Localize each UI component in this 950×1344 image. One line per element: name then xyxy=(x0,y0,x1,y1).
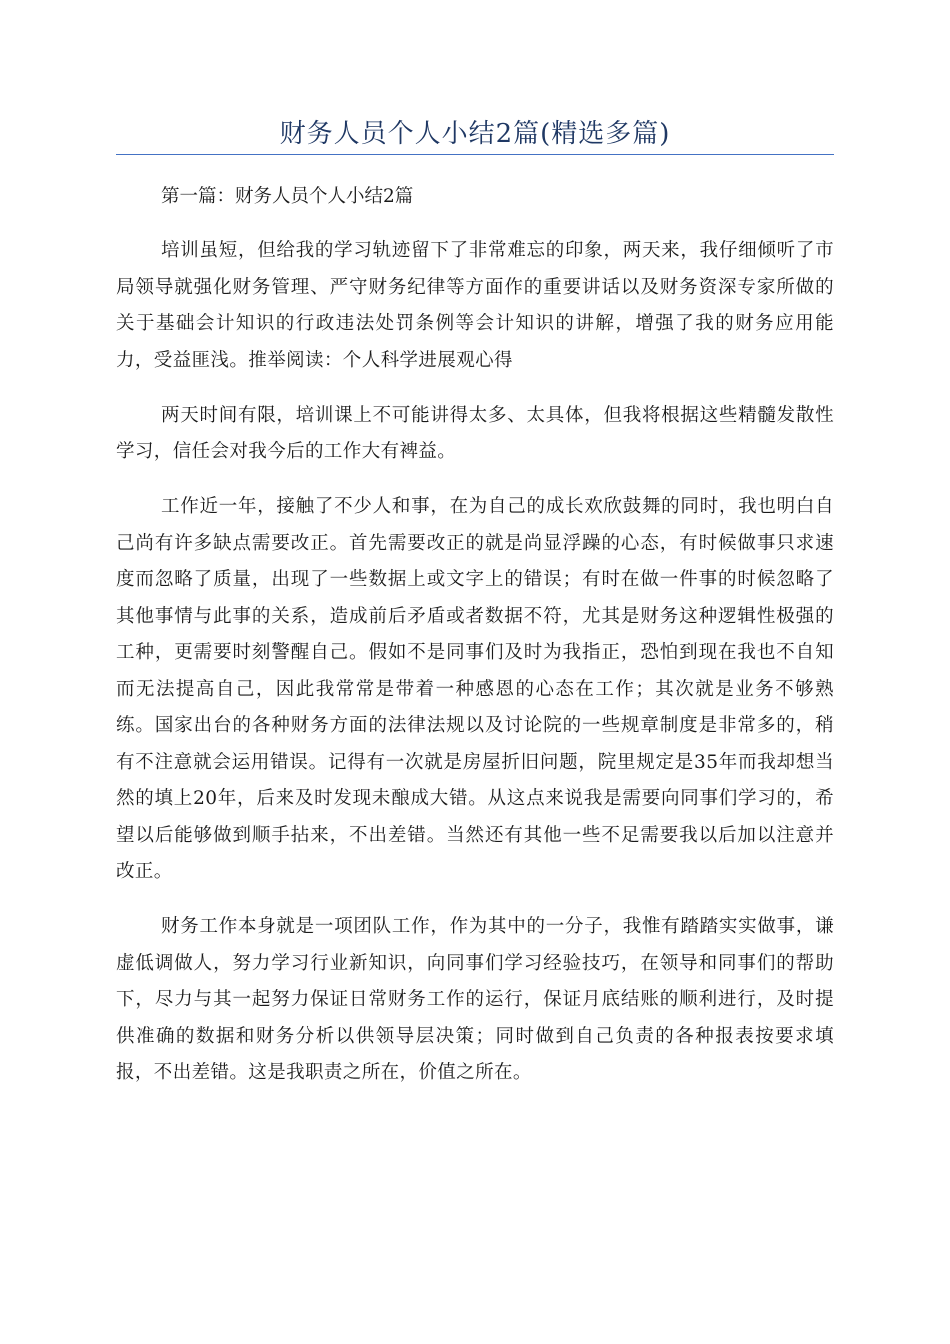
paragraph: 财务工作本身就是一项团队工作，作为其中的一分子，我惟有踏踏实实做事，谦虚低调做人，努力学习行业新知识，向同事们学习经验技巧，在领导和同事们的帮助下，尽力与其一起努力保证日常财务工作的运行，保证月底结账的顺利进行，及时提供准确的数据和财务分析以供领导层决策；同时做到自己负责的各种报表按要求填报，不出差错。这是我职责之所在，价值之所在。 xyxy=(116,916,834,1083)
paragraph: 工作近一年，接触了不少人和事，在为自己的成长欢欣鼓舞的同时，我也明白自己尚有许多缺点需要改正。首先需要改正的就是尚显浮躁的心态，有时候做事只求速度而忽略了质量，出现了一些数据上或文字上的错误；有时在做一件事的时候忽略了其他事情与此事的关系，造成前后矛盾或者数据不符，尤其是财务这种逻辑性极强的工种，更需要时刻警醒自己。假如不是同事们及时为我指正，恐怕到现在我也不自知而无法提高自己，因此我常常是带着一种感恩的心态在工作；其次就是业务不够熟练。国家出台的各种财务方面的法律法规以及讨论院的一些规章制度是非常多的，稍有不注意就会运用错误。记得有一次就是房屋折旧问题，院里规定是35年而我却想当然的填上20年，后来及时发现未酿成大错。从这点来说我是需要向同事们学习的，希望以后能够做到顺手拈来，不出差错。当然还有其他一些不足需要我以后加以注意并改正。 xyxy=(116,496,834,882)
document-page xyxy=(116,0,834,1110)
document-title: 财务人员个人小结2篇(精选多篇) xyxy=(279,119,671,149)
title-divider xyxy=(116,154,834,155)
paragraph: 两天时间有限，培训课上不可能讲得太多、太具体，但我将根据这些精髓发散性学习，信任会对我今后的工作大有裨益。 xyxy=(116,404,834,462)
section-heading: 第一篇：财务人员个人小结2篇 xyxy=(161,186,414,207)
paragraph: 培训虽短，但给我的学习轨迹留下了非常难忘的印象，两天来，我仔细倾听了市局领导就强化财务管理、严守财务纪律等方面作的重要讲话以及财务资深专家所做的关于基础会计知识的行政违法处罚条例等会计知识的讲解，增强了我的财务应用能力，受益匪浅。推举阅读：个人科学进展观心得 xyxy=(116,240,834,371)
